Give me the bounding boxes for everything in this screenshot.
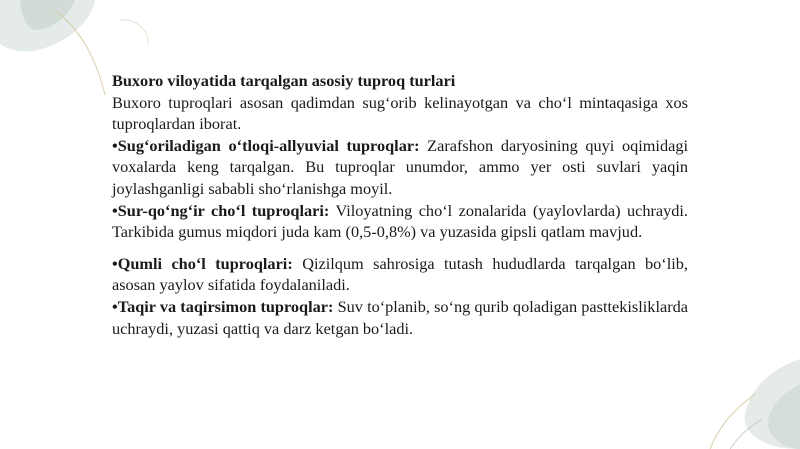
slide-content [112, 70, 688, 339]
watercolor-decoration-bottom-right [650, 339, 800, 449]
soil-type-term: Taqir va taqirsimon tuproqlar: [117, 296, 334, 316]
bullet-marker: • [112, 200, 118, 220]
soil-type-term: Sug‘oriladigan o‘tloqi-allyuvial tuproqlar: [117, 135, 420, 155]
soil-type-description: Zarafshon daryosining quyi oqimidagi voxalarda keng tarqalgan. Bu tuproqlar unumdor, ammo yer osti suvlari yaqin joylashganligi sababli sho‘rlanishga moyil. [112, 135, 688, 198]
soil-type-description: Viloyatning cho‘l zonalarida (yaylovlarda) uchraydi. Tarkibida gumus miqdori juda kam (0,5-0,8%) va yuzasida gipsli qatlam mavjud. [112, 200, 688, 242]
bullet-marker: • [112, 253, 118, 273]
soil-type-item [112, 253, 688, 296]
soil-type-item [112, 296, 688, 339]
soil-type-item [112, 135, 688, 200]
slide-title: Buxoro viloyatida tarqalgan asosiy tuproq turlari [112, 71, 456, 90]
soil-type-term: Qumli cho‘l tuproqlari: [117, 253, 293, 273]
bullet-marker: • [112, 135, 118, 155]
soil-type-description: Qizilqum sahrosiga tutash hududlarda tarqalgan bo‘lib, asosan yaylov sifatida foydalaniladi. [112, 253, 688, 295]
bullet-marker: • [112, 296, 118, 316]
soil-type-description: Suv to‘planib, so‘ng qurib qoladigan pasttekisliklarda uchraydi, yuzasi qattiq va darz ketgan bo‘ladi. [112, 296, 688, 338]
soil-type-term: Sur-qo‘ng‘ir cho‘l tuproqlari: [117, 200, 330, 220]
intro-paragraph: Buxoro tuproqlari asosan qadimdan sug‘orib kelinayotgan va cho‘l mintaqasiga xos tuproqlardan iborat. [112, 92, 688, 134]
soil-type-item [112, 200, 688, 243]
